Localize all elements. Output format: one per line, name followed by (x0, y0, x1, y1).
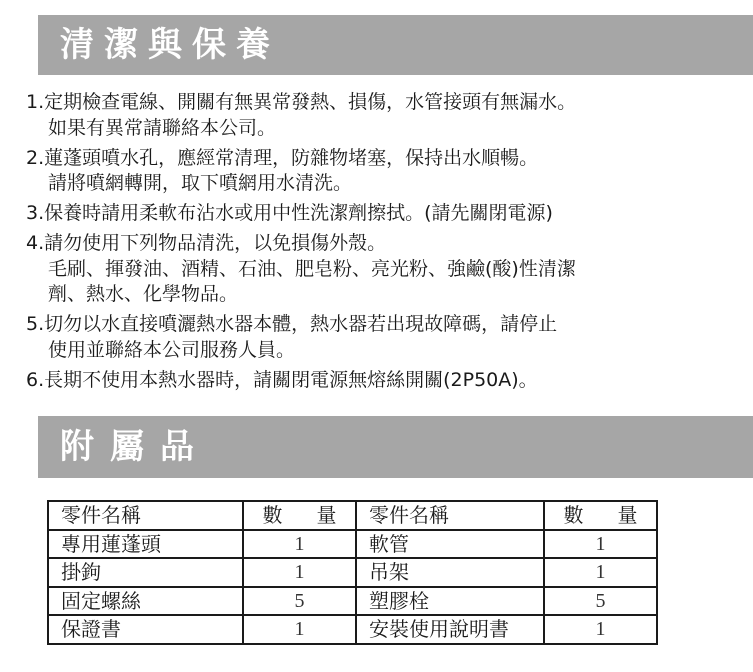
header-quantity-left (243, 501, 356, 530)
part-name: 保證書 (48, 615, 243, 644)
accessories-section-title: 附屬品 (60, 427, 210, 467)
table-row (48, 615, 657, 644)
part-quantity: 1 (544, 558, 657, 587)
instruction-line: 毛刷、揮發油、酒精、石油、肥皂粉、亮光粉、強鹼(酸)性清潔 (48, 257, 576, 280)
instruction-item-4 (26, 231, 741, 308)
header-quantity-char-b: 量 (617, 503, 638, 528)
part-name: 吊架 (356, 558, 544, 587)
instruction-line: 1.定期檢查電線、開關有無異常發熱、損傷，水管接頭有無漏水。 (26, 91, 577, 113)
instruction-line: 5.切勿以水直接噴灑熱水器本體，熱水器若出現故障碼，請停止 (26, 313, 558, 335)
instruction-line: 劑、熱水、化學物品。 (48, 283, 239, 305)
part-name: 專用蓮蓬頭 (48, 530, 243, 559)
accessories-section-banner (38, 416, 753, 478)
instruction-line: 使用並聯絡本公司服務人員。 (48, 338, 296, 361)
instruction-item-2 (26, 146, 741, 197)
header-quantity-right (544, 501, 657, 530)
instruction-line: 6.長期不使用本熱水器時，請關閉電源無熔絲開關(2P50A)。 (26, 368, 538, 391)
part-name: 塑膠栓 (356, 587, 544, 616)
header-part-name-right: 零件名稱 (356, 501, 544, 530)
header-part-name-left: 零件名稱 (48, 501, 243, 530)
part-quantity: 1 (243, 530, 356, 559)
instruction-line: 3.保養時請用柔軟布沾水或用中性洗潔劑擦拭。(請先關閉電源) (26, 202, 553, 224)
part-quantity: 5 (243, 587, 356, 616)
part-name: 軟管 (356, 530, 544, 559)
instruction-item-3 (26, 201, 741, 227)
part-name: 固定螺絲 (48, 587, 243, 616)
instruction-line: 4.請勿使用下列物品清洗，以免損傷外殼。 (26, 232, 387, 254)
part-quantity: 1 (544, 530, 657, 559)
part-name: 掛鉤 (48, 558, 243, 587)
table-row (48, 587, 657, 616)
header-quantity-char-b: 量 (316, 503, 337, 528)
accessories-table (47, 500, 658, 645)
header-quantity-char-a: 數 (563, 503, 584, 528)
cleaning-section-banner (38, 15, 753, 75)
table-row (48, 558, 657, 587)
instruction-item-5 (26, 312, 741, 363)
instruction-item-1 (26, 90, 741, 141)
instruction-line: 請將噴網轉開，取下噴網用水清洗。 (48, 172, 353, 194)
part-quantity: 1 (544, 615, 657, 644)
header-quantity-char-a: 數 (262, 503, 283, 528)
part-quantity: 1 (243, 615, 356, 644)
instruction-item-6 (26, 368, 741, 394)
part-quantity: 5 (544, 587, 657, 616)
part-name: 安裝使用說明書 (356, 615, 544, 644)
instruction-line: 如果有異常請聯絡本公司。 (48, 116, 277, 139)
part-quantity: 1 (243, 558, 356, 587)
table-header-row (48, 501, 657, 530)
instruction-line: 2.蓮蓬頭噴水孔，應經常清理，防雜物堵塞，保持出水順暢。 (26, 146, 539, 169)
cleaning-instructions-list (26, 90, 741, 393)
table-row (48, 530, 657, 559)
cleaning-section-title: 清潔與保養 (60, 25, 280, 65)
